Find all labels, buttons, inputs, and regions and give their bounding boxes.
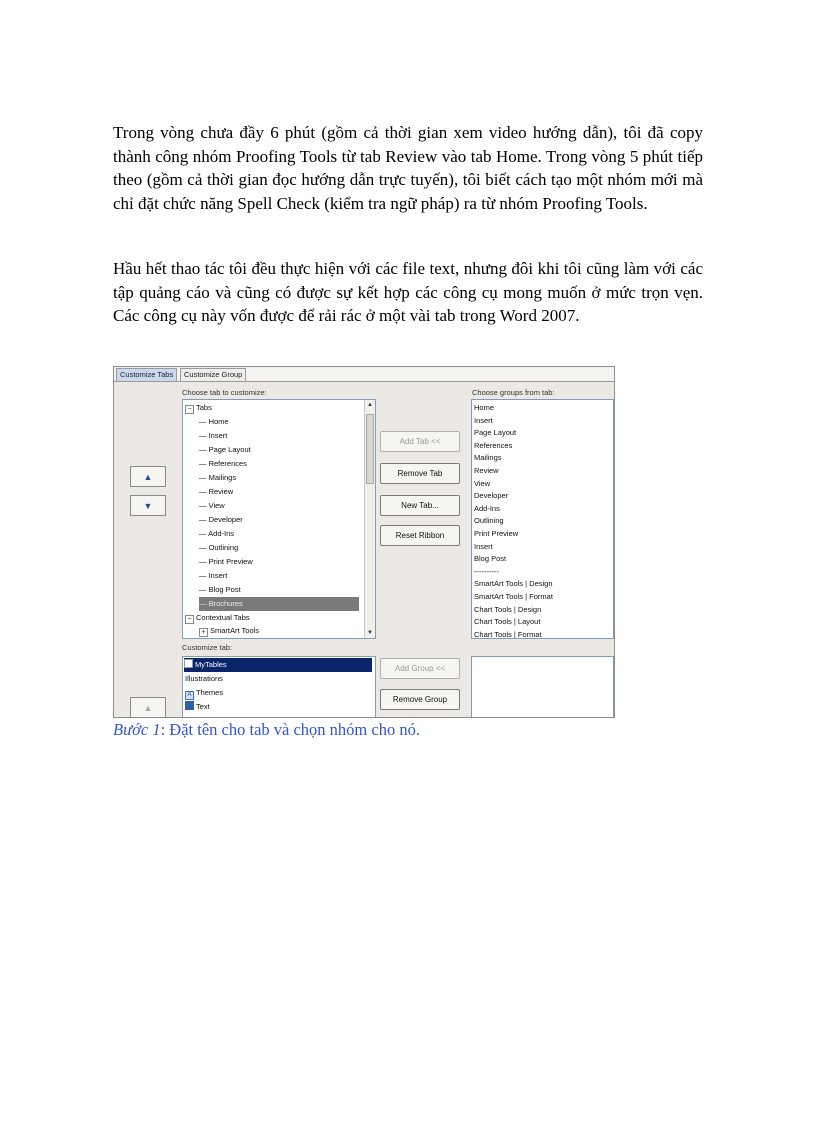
text-icon [185,701,194,710]
group-item[interactable]: Developer [474,491,509,501]
contextual-group-item[interactable]: SmartArt Tools | Format [474,592,553,601]
group-item[interactable]: View [474,478,491,488]
group-item[interactable]: Blog Post [474,554,507,564]
contextual-group-item[interactable]: Chart Tools | Design [474,604,542,614]
list-item-text[interactable]: Text [185,700,210,714]
list-item-illustrations[interactable]: Illustrations [185,674,223,683]
themes-icon: A [185,691,194,700]
arrow-up-icon: ▲ [143,703,153,713]
custom-tab-list[interactable] [182,656,376,718]
dialog-tab-strip [114,367,614,382]
group-item[interactable]: Insert [474,415,493,425]
group-item[interactable]: Home [474,403,495,412]
tree-item[interactable]: — Blog Post [199,585,241,594]
group-item[interactable]: Outlining [474,516,504,526]
blank-icon [184,659,193,668]
collapse-icon: − [185,615,194,624]
tree-item[interactable]: — Print Preview [199,557,253,566]
customize-ribbon-dialog [113,366,615,718]
tree-item[interactable]: — Developer [199,515,243,524]
move-down-button[interactable] [130,495,166,516]
group-item[interactable]: Add-Ins [474,503,500,513]
arrow-down-icon: ▼ [143,501,153,511]
remove-group-button[interactable]: Remove Group [380,689,460,710]
add-group-button[interactable]: Add Group << [380,658,460,679]
group-item[interactable]: References [474,440,513,450]
tree-root[interactable]: − Tabs [185,401,212,415]
choose-groups-label: Choose groups from tab: [472,388,555,397]
paragraph-2: Hầu hết thao tác tôi đều thực hiện với các file text, nhưng đôi khi tôi cũng làm với các tập quảng cáo và cũng có được sự kết hợp các công cụ mong muốn ở mức trọn vẹn. Các công cụ này vốn được để rải rác ở một vài tab trong Word 2007. [113,259,703,325]
tree-item[interactable]: — References [199,459,247,468]
move-up-group-button[interactable] [130,697,166,718]
tab-customize-group[interactable]: Customize Group [180,368,246,381]
tree-item[interactable]: — Outlining [199,543,239,552]
list-item-mytables[interactable]: MyTables [184,658,372,672]
group-item[interactable]: Mailings [474,453,502,463]
expand-icon: + [199,628,208,637]
contextual-group-item[interactable]: SmartArt Tools | Design [474,579,553,589]
tree-item[interactable]: — Review [199,487,234,496]
tree-item[interactable]: — Brochures [199,597,359,611]
move-up-button[interactable] [130,466,166,487]
tree-contextual-child[interactable]: + SmartArt Tools [199,624,259,638]
tree-item[interactable]: — Add-Ins [199,529,235,538]
new-tab-button[interactable]: New Tab... [380,495,460,516]
group-item[interactable]: Page Layout [474,428,517,438]
arrow-up-icon: ▲ [143,472,153,482]
tree-item[interactable]: — Insert [199,571,228,580]
contextual-group-item[interactable]: Chart Tools | Layout [474,617,541,627]
tree-contextual-root[interactable]: − Contextual Tabs [185,611,250,625]
group-item[interactable]: Insert [474,541,493,551]
tree-scrollbar[interactable] [364,400,375,638]
customize-tab-label: Customize tab: [182,643,233,652]
add-tab-button[interactable]: Add Tab << [380,431,460,452]
reset-ribbon-button[interactable]: Reset Ribbon [380,525,460,546]
paragraph-1: Trong vòng chưa đầy 6 phút (gồm cả thời gian xem video hướng dẫn), tôi đã copy thành công nhóm Proofing Tools từ tab Review vào tab Home. Trong vòng 5 phút tiếp theo (gồm cả thời gian đọc hướng dẫn trực tuyến), tôi biết cách tạo một nhóm mới mà chỉ đặt chức năng Spell Check (kiểm tra ngữ pháp) ra từ nhóm Proofing Tools. [113,123,703,213]
caption-text: : Đặt tên cho tab và chọn nhóm cho nó. [160,720,420,739]
group-item[interactable]: Print Preview [474,529,519,538]
scroll-down-icon[interactable]: ▼ [367,630,373,636]
tabs-tree[interactable] [182,399,376,639]
caption-step: Bước 1 [113,720,161,739]
group-item[interactable]: Review [474,466,499,475]
choose-tab-label: Choose tab to customize: [182,388,267,397]
tree-item[interactable]: — Page Layout [199,445,251,454]
figure-caption [113,720,420,740]
tab-customize-tabs[interactable]: Customize Tabs [116,368,177,381]
group-preview-list[interactable] [471,656,614,718]
scroll-thumb[interactable] [366,414,374,484]
groups-list[interactable] [471,399,614,639]
remove-tab-button[interactable]: Remove Tab [380,463,460,484]
tree-item[interactable]: — Mailings [199,473,237,482]
list-item-themes[interactable]: A Themes [185,686,223,700]
scroll-up-icon[interactable]: ▲ [367,402,373,408]
contextual-group-item[interactable]: Chart Tools | Format [474,629,542,639]
collapse-icon: − [185,405,194,414]
groups-separator: ---------- [474,566,499,576]
tree-item[interactable]: — Insert [199,431,228,440]
tree-item[interactable]: — Home [199,417,229,426]
tree-item[interactable]: — View [199,501,225,510]
